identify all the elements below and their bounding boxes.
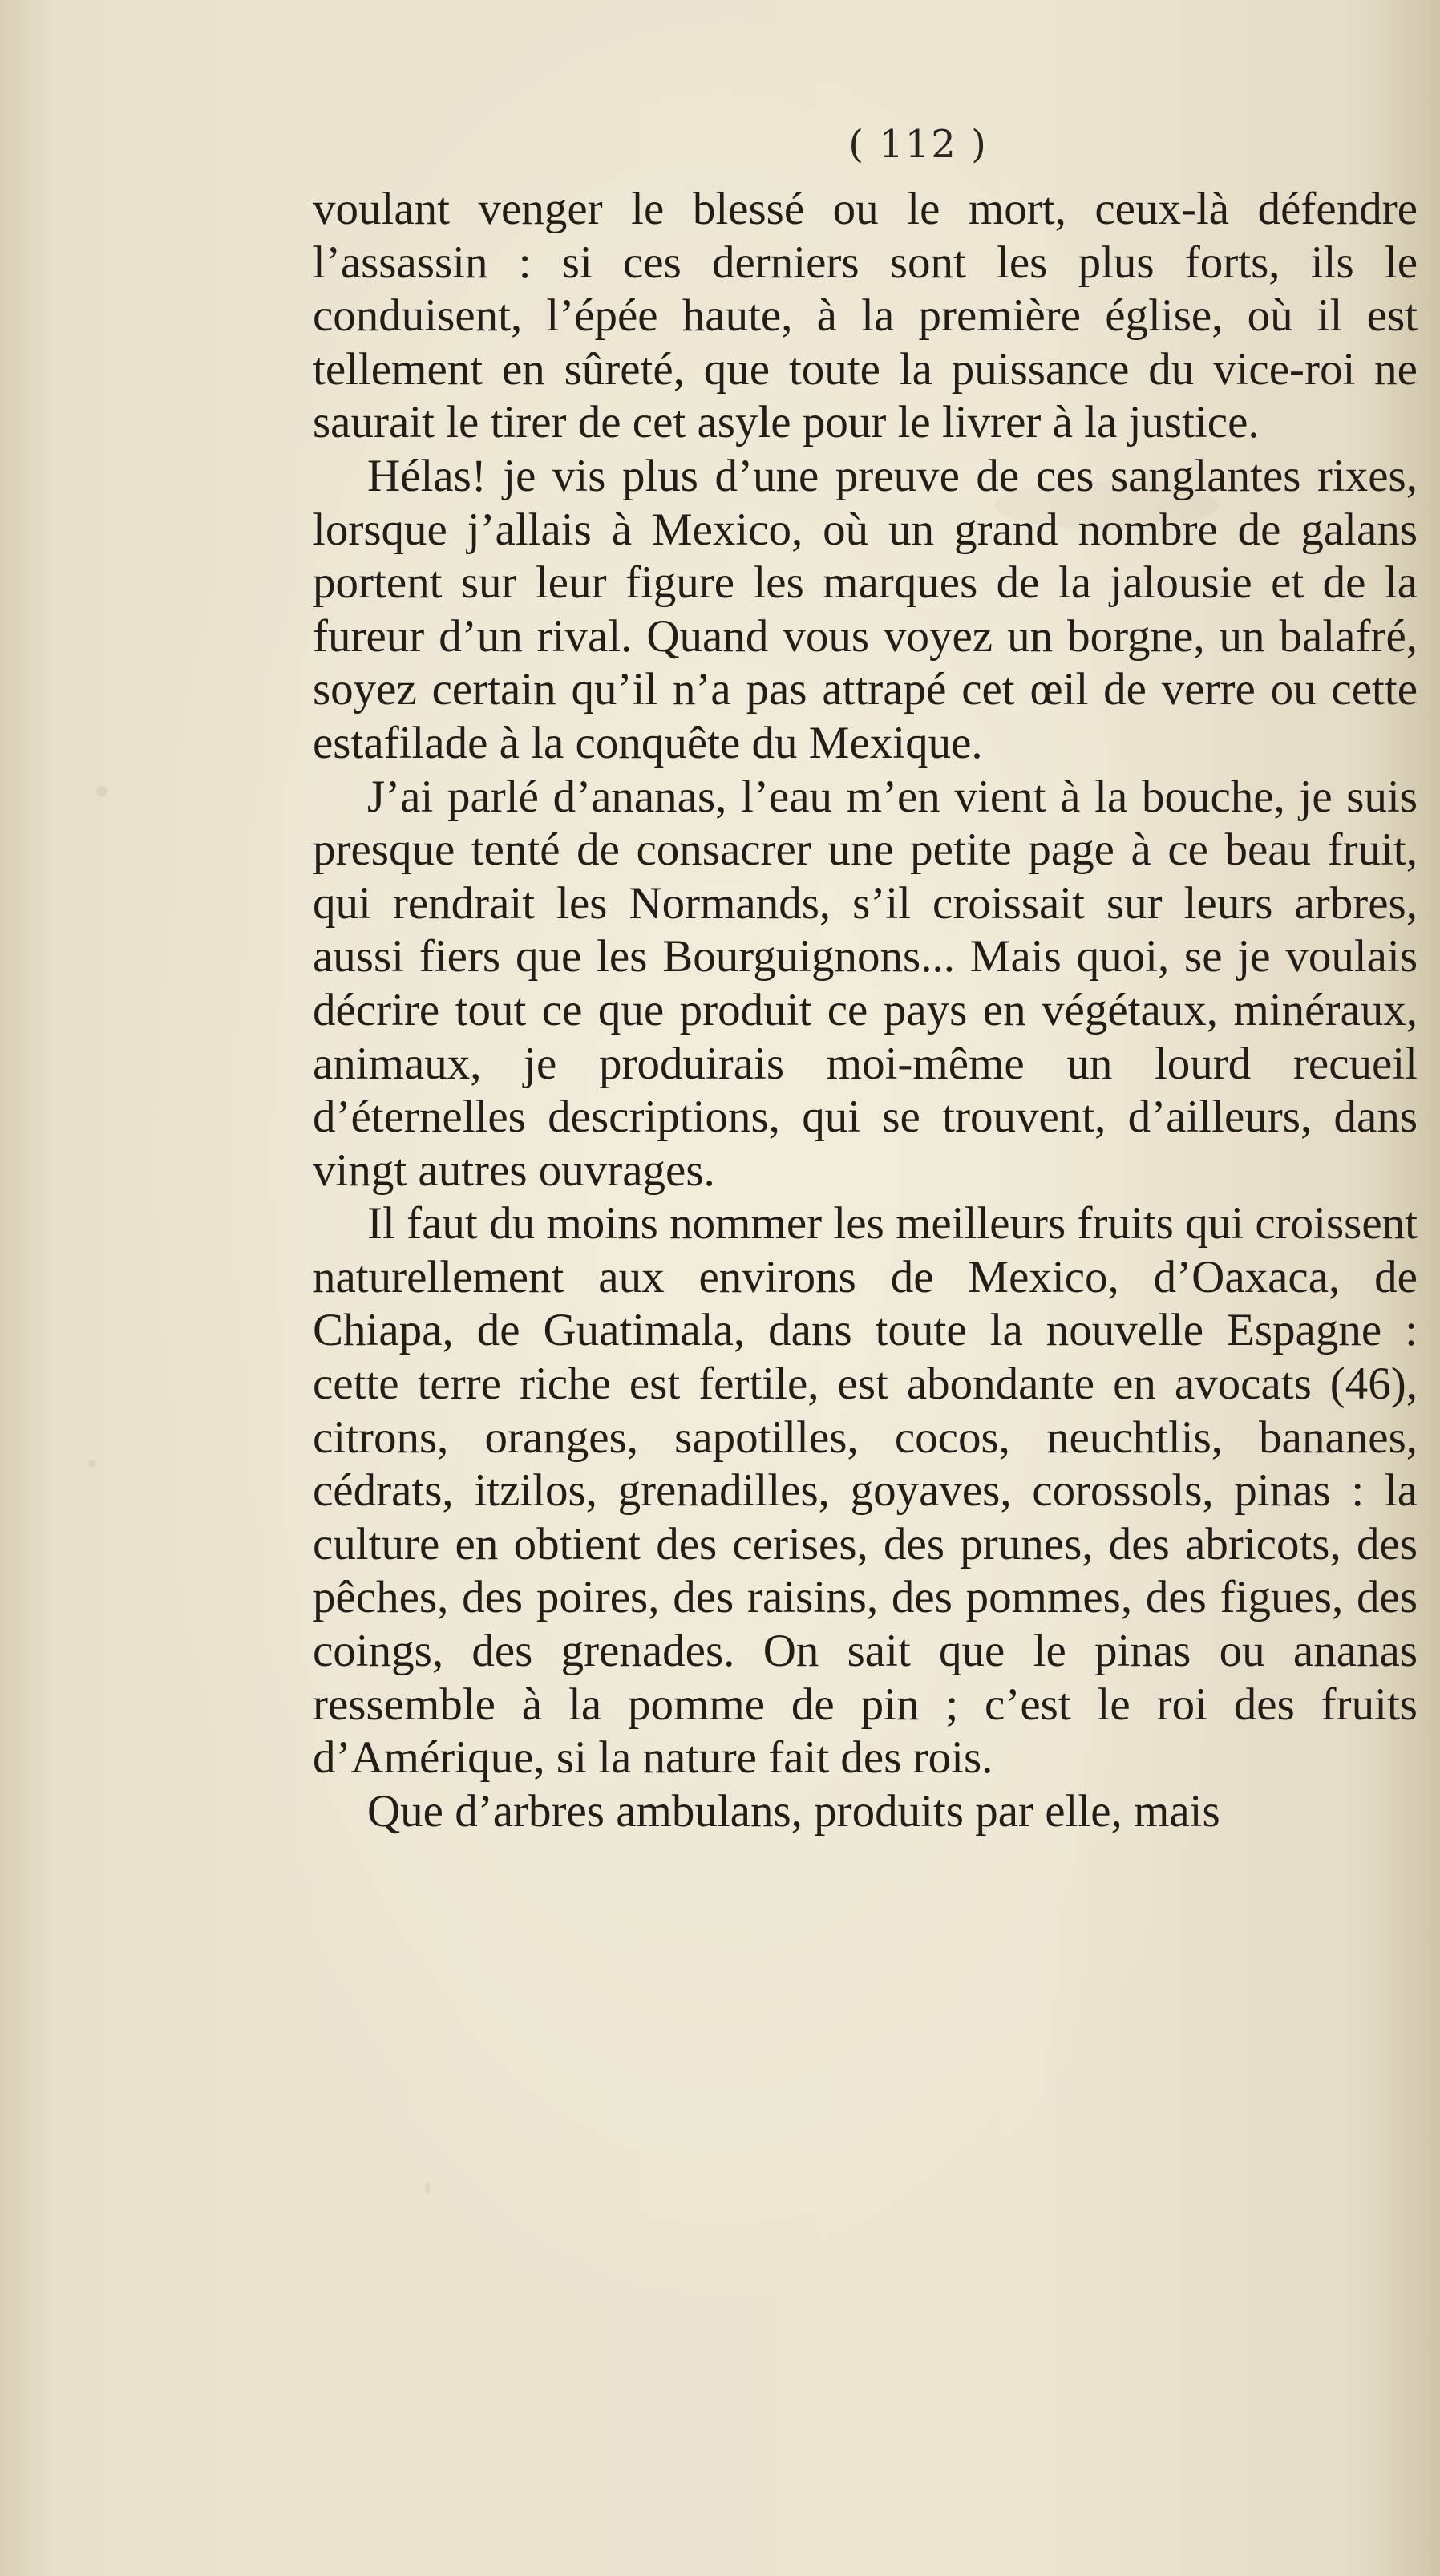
paragraph: Il faut du moins nommer les meilleurs fruits qui croissent naturellement aux environs de Mexico, d’Oaxaca, de Chiapa, de Guatimala, dans toute la nouvelle Espagne : cette terre riche est fertile, est abondante en avocats (46), citrons, oranges, sapotilles, cocos, neuchtlis, bananes, cédrats, itzilos, grenadilles, goyaves, corossols, pinas : la culture en obtient des cerises, des prunes, des abricots, des pêches, des poires, des raisins, des pommes, des figues, des coings, des grenades. On sait que le pinas ou ananas ressemble à la pomme de pin ; c’est le roi des fruits d’Amérique, si la nature fait des rois. xyxy=(313,1198,1418,1784)
paragraph: voulant venger le blessé ou le mort, ceux-là défendre l’assassin : si ces derniers sont les plus forts, ils le conduisent, l’épée haute, à la première église, où il est tellement en sûreté, que toute la puissance du vice-roi ne saurait le tirer de cet asyle pour le livrer à la justice. xyxy=(313,184,1418,448)
paragraph: Que d’arbres ambulans, produits par elle, mais xyxy=(367,1785,1220,1837)
body-text xyxy=(313,183,1418,1838)
paper-stain xyxy=(425,2181,430,2194)
paper-stain xyxy=(96,786,107,797)
paper-stain xyxy=(88,1460,96,1468)
paragraph: J’ai parlé d’ananas, l’eau m’en vient à la bouche, je suis presque tenté de consacrer une petite page à ce beau fruit, qui rendrait les Normands, s’il croissait sur leurs arbres, aussi fiers que les Bourguignons... Mais quoi, se je voulais décrire tout ce que produit ce pays en végétaux, minéraux, animaux, je produirais moi-même un lourd recueil d’éternelles descriptions, qui se trouvent, d’ailleurs, dans vingt autres ouvrages. xyxy=(313,771,1418,1196)
page-number: ( 112 ) xyxy=(848,122,988,167)
paragraph: Hélas! je vis plus d’une preuve de ces sanglantes rixes, lorsque j’allais à Mexico, où un grand nombre de galans portent sur leur figure les marques de la jalousie et de la fureur d’un rival. Quand vous voyez un borgne, un balafré, soyez certain qu’il n’a pas attrapé cet œil de verre ou cette estafilade à la conquête du Mexique. xyxy=(313,450,1418,768)
